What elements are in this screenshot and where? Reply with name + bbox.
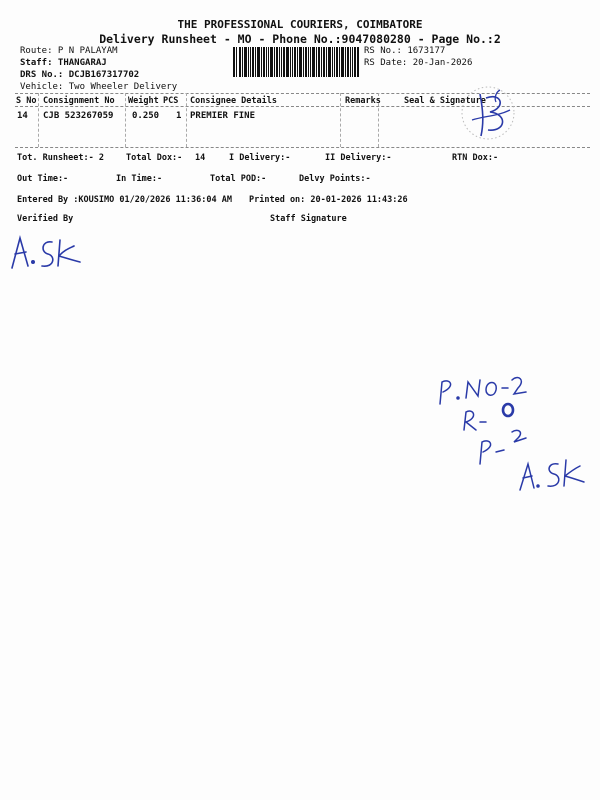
- ii-delivery: II Delivery:-: [325, 153, 392, 163]
- in-time: In Time:-: [116, 174, 163, 184]
- verified-signature-handwriting: [8, 232, 88, 272]
- printed-on: Printed on: 20-01-2026 11:43:26: [249, 195, 408, 205]
- table-bottom-border: [15, 147, 590, 148]
- table-divider: [38, 93, 39, 147]
- col-header-weight: Weight: [128, 96, 159, 106]
- vehicle-label: Vehicle: Two Wheeler Delivery: [20, 82, 178, 92]
- entered-by: Entered By :KOUSIMO 01/20/2026 11:36:04 AM: [17, 195, 232, 205]
- col-header-consignment: Consignment No: [43, 96, 115, 106]
- total-pod: Total POD:-: [210, 174, 267, 184]
- table-divider: [125, 93, 126, 147]
- cell-weight: 0.250: [132, 111, 160, 121]
- table-divider: [340, 93, 341, 147]
- cell-consignment: CJB 523267059: [43, 111, 114, 121]
- cell-sno: 14: [17, 111, 28, 121]
- verified-by-label: Verified By: [17, 214, 74, 224]
- col-header-signature: Seal & Signature: [404, 96, 486, 106]
- rs-date: RS Date: 20-Jan-2026: [364, 58, 473, 68]
- barcode-image: [233, 47, 359, 77]
- handwritten-note: [428, 368, 588, 498]
- drs-number: DRS No.: DCJB167317702: [20, 70, 140, 80]
- total-dox-label: Total Dox:-: [126, 153, 183, 163]
- col-header-consignee: Consignee Details: [190, 96, 277, 106]
- i-delivery: I Delivery:-: [229, 153, 291, 163]
- rs-number: RS No.: 1673177: [364, 46, 446, 56]
- cell-pcs: 1: [176, 111, 182, 121]
- staff-signature-label: Staff Signature: [270, 214, 347, 224]
- col-header-sno: S No: [16, 96, 37, 106]
- col-header-pcs: PCS: [163, 96, 179, 106]
- rtn-dox: RTN Dox:-: [452, 153, 499, 163]
- seal-stamp: [450, 80, 530, 145]
- table-divider: [186, 93, 187, 147]
- out-time: Out Time:-: [17, 174, 69, 184]
- company-title: THE PROFESSIONAL COURIERS, COIMBATORE: [177, 18, 423, 31]
- total-dox-value: 14: [195, 153, 206, 163]
- staff-label: Staff: THANGARAJ: [20, 58, 107, 68]
- runsheet-subtitle: Delivery Runsheet - MO - Phone No.:9047080280 - Page No.:2: [99, 32, 501, 46]
- route-label: Route: P N PALAYAM: [20, 46, 118, 56]
- col-header-remarks: Remarks: [345, 96, 381, 106]
- delvy-points: Delvy Points:-: [299, 174, 371, 184]
- cell-consignee: PREMIER FINE: [190, 111, 256, 121]
- tot-runsheet: Tot. Runsheet:- 2: [17, 153, 104, 163]
